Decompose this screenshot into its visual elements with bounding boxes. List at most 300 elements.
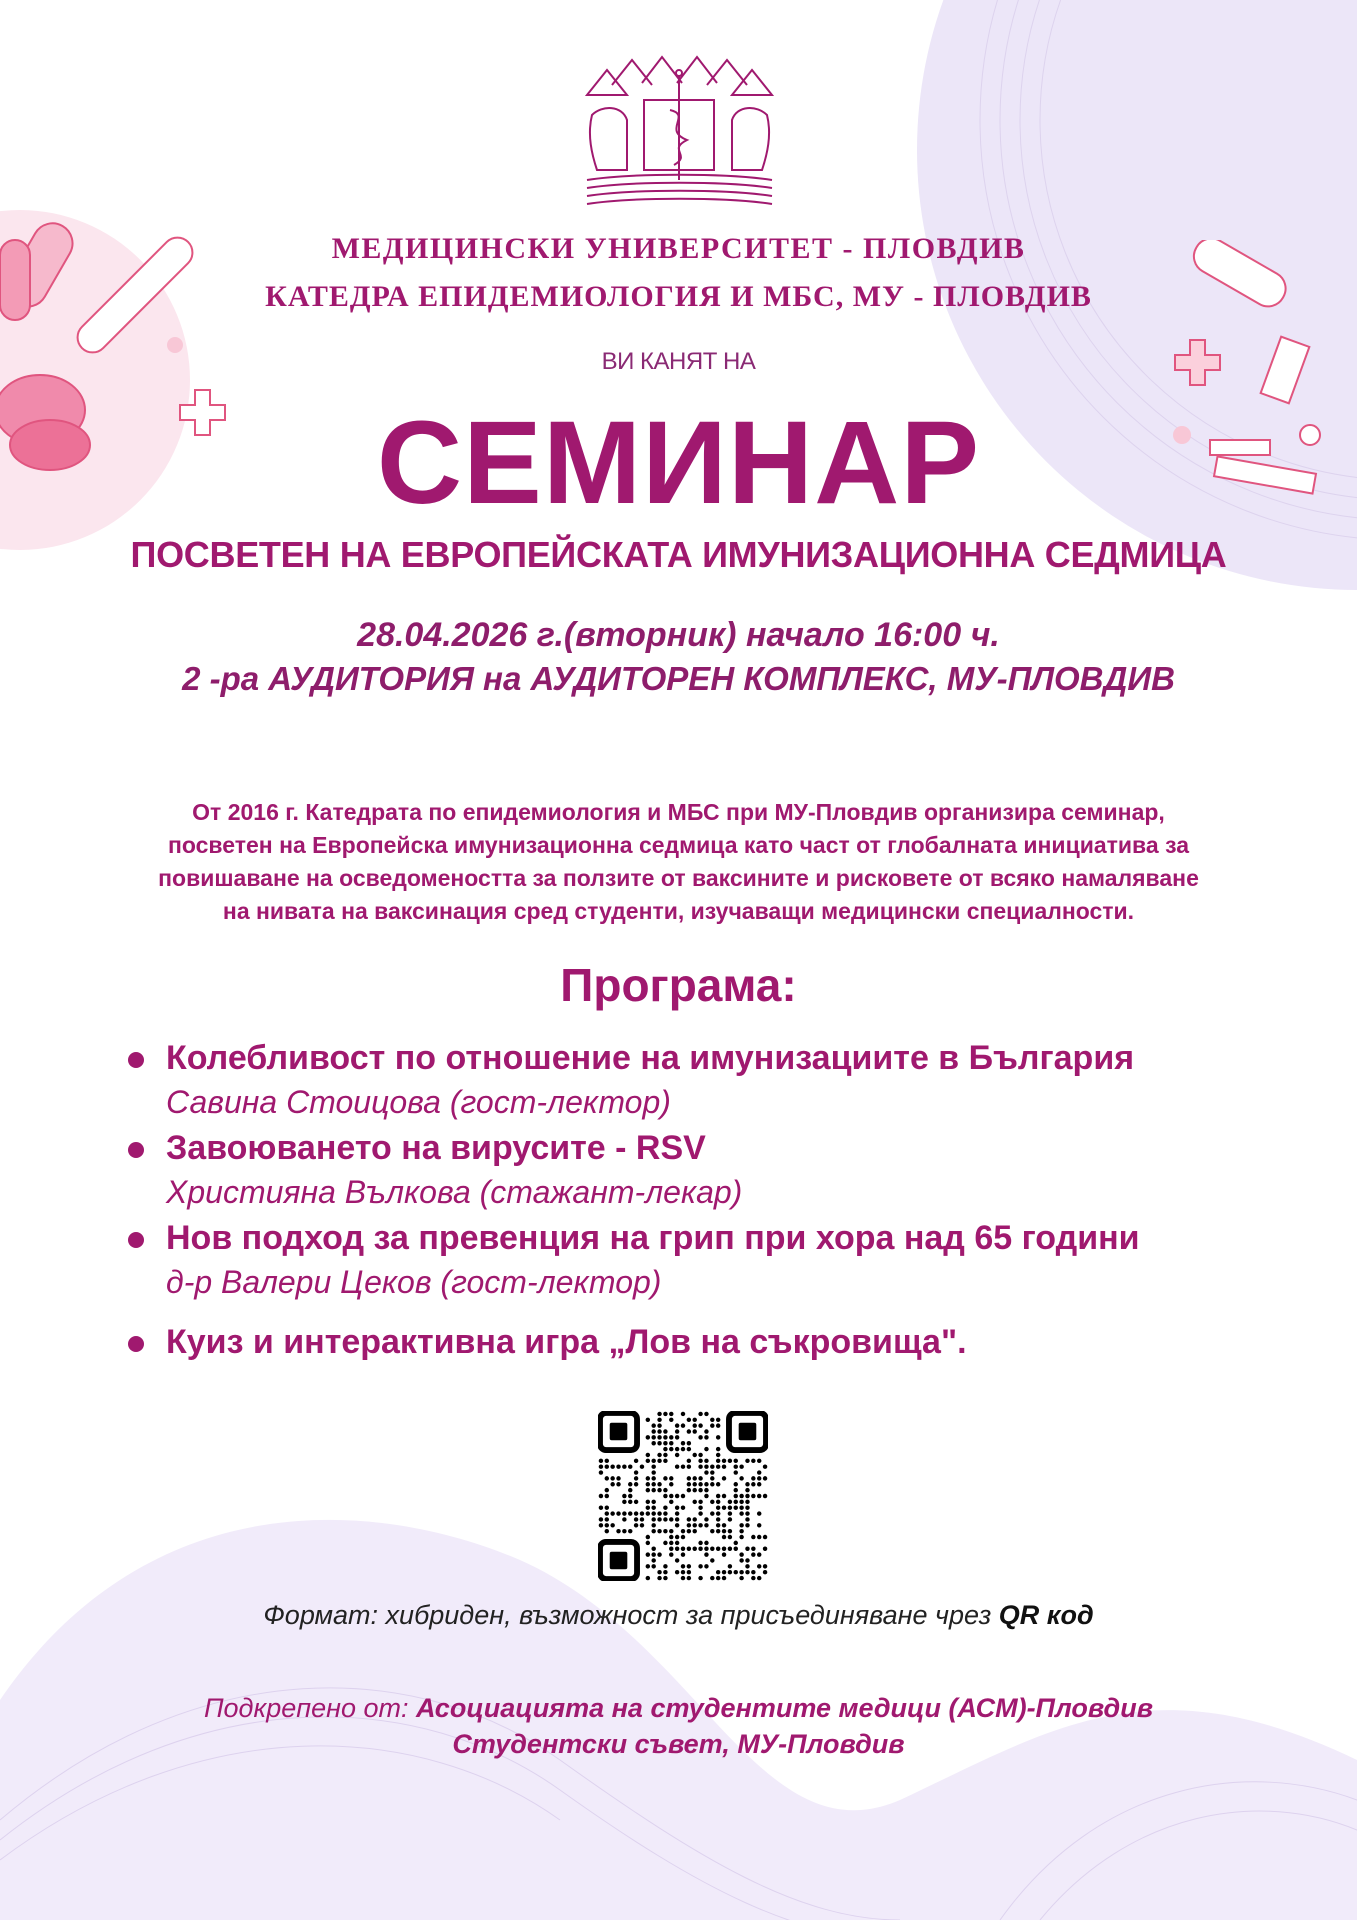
qr-finder-center: [739, 1423, 757, 1441]
qr-module: [663, 1476, 667, 1480]
qr-module: [716, 1453, 720, 1457]
qr-module: [640, 1517, 644, 1521]
qr-module: [646, 1418, 650, 1422]
qr-module: [716, 1459, 720, 1463]
program-item-speaker: д-р Валери Цеков (гост-лектор): [166, 1264, 662, 1300]
qr-module: [710, 1418, 714, 1422]
qr-module: [651, 1470, 655, 1474]
qr-module: [669, 1500, 673, 1504]
qr-module: [622, 1529, 626, 1533]
qr-module: [657, 1441, 661, 1445]
qr-module: [651, 1547, 655, 1551]
qr-module: [669, 1494, 673, 1498]
program-item: [128, 1320, 1140, 1364]
qr-module: [634, 1476, 638, 1480]
qr-module: [622, 1464, 626, 1468]
qr-module: [751, 1570, 755, 1574]
qr-module: [698, 1547, 702, 1551]
qr-module: [610, 1511, 614, 1515]
invite-text: ВИ КАНЯТ НА: [601, 348, 756, 375]
qr-module: [663, 1576, 667, 1580]
qr-module: [710, 1529, 714, 1533]
qr-module: [646, 1459, 650, 1463]
qr-module: [728, 1517, 732, 1521]
qr-module: [745, 1500, 749, 1504]
qr-module: [651, 1517, 655, 1521]
qr-module: [734, 1500, 738, 1504]
qr-module: [687, 1476, 691, 1480]
qr-module: [651, 1435, 655, 1439]
qr-module: [651, 1464, 655, 1468]
format-label: Формат: хибриден, възможност за присъединяване чрез: [263, 1600, 999, 1630]
qr-module: [657, 1459, 661, 1463]
qr-module: [739, 1558, 743, 1562]
description: [0, 796, 1357, 928]
qr-module: [651, 1529, 655, 1533]
qr-module: [763, 1570, 767, 1574]
qr-module: [669, 1547, 673, 1551]
qr-module: [698, 1505, 702, 1509]
qr-module: [669, 1441, 673, 1445]
bullet-icon: [128, 1052, 144, 1068]
qr-module: [681, 1564, 685, 1568]
qr-module: [710, 1500, 714, 1504]
qr-module: [757, 1564, 761, 1568]
qr-module: [605, 1529, 609, 1533]
program-item-title: Колебливост по отношение на имунизациите в България: [166, 1039, 1135, 1077]
qr-module: [681, 1576, 685, 1580]
qr-module: [651, 1511, 655, 1515]
qr-module: [675, 1541, 679, 1545]
qr-module: [757, 1576, 761, 1580]
qr-module: [628, 1494, 632, 1498]
qr-module: [734, 1488, 738, 1492]
qr-module: [704, 1517, 708, 1521]
qr-module: [745, 1488, 749, 1492]
qr-module: [745, 1547, 749, 1551]
qr-module: [675, 1435, 679, 1439]
qr-module: [651, 1488, 655, 1492]
qr-module: [687, 1517, 691, 1521]
qr-module: [605, 1505, 609, 1509]
qr-module: [687, 1441, 691, 1445]
qr-module: [681, 1505, 685, 1509]
qr-module: [687, 1464, 691, 1468]
qr-module: [722, 1505, 726, 1509]
qr-module: [751, 1552, 755, 1556]
qr-module: [663, 1511, 667, 1515]
qr-module: [704, 1541, 708, 1545]
qr-module: [669, 1447, 673, 1451]
qr-module: [722, 1547, 726, 1551]
qr-module: [728, 1500, 732, 1504]
qr-module: [640, 1511, 644, 1515]
support-org-asm: Асоциацията на студентите медици (АСМ)-Пловдив: [415, 1693, 1154, 1723]
qr-module: [605, 1523, 609, 1527]
qr-module: [616, 1529, 620, 1533]
qr-module: [751, 1494, 755, 1498]
qr-module: [675, 1523, 679, 1527]
qr-module: [739, 1476, 743, 1480]
qr-module: [739, 1523, 743, 1527]
qr-module: [739, 1511, 743, 1515]
qr-module: [710, 1476, 714, 1480]
qr-module: [728, 1459, 732, 1463]
qr-module: [757, 1535, 761, 1539]
qr-module: [716, 1423, 720, 1427]
qr-module: [663, 1517, 667, 1521]
description-line: повишаване на осведомеността за ползите от ваксините и рисковете от всяко намаляване: [158, 865, 1199, 891]
qr-module: [657, 1418, 661, 1422]
qr-module: [698, 1488, 702, 1492]
qr-module: [687, 1459, 691, 1463]
qr-module: [622, 1500, 626, 1504]
qr-module: [610, 1464, 614, 1468]
qr-module: [698, 1576, 702, 1580]
qr-module: [716, 1418, 720, 1422]
program-item-title: Нов подход за превенция на грип при хора над 65 години: [166, 1219, 1140, 1257]
qr-module: [716, 1505, 720, 1509]
qr-module: [657, 1511, 661, 1515]
qr-module: [739, 1552, 743, 1556]
qr-module: [663, 1541, 667, 1545]
qr-module: [716, 1547, 720, 1551]
qr-module: [646, 1541, 650, 1545]
program-heading: Програма:: [560, 959, 797, 1011]
qr-module: [739, 1500, 743, 1504]
qr-module: [757, 1482, 761, 1486]
qr-module: [692, 1418, 696, 1422]
qr-module: [763, 1476, 767, 1480]
qr-module: [657, 1453, 661, 1457]
qr-finder-center: [610, 1552, 628, 1570]
qr-module: [651, 1523, 655, 1527]
qr-module: [628, 1500, 632, 1504]
qr-module: [669, 1541, 673, 1545]
qr-module: [698, 1482, 702, 1486]
qr-module: [657, 1423, 661, 1427]
qr-module: [745, 1570, 749, 1574]
qr-module: [687, 1570, 691, 1574]
qr-module: [622, 1511, 626, 1515]
qr-module: [687, 1564, 691, 1568]
qr-module: [651, 1459, 655, 1463]
qr-module: [739, 1529, 743, 1533]
qr-module: [698, 1459, 702, 1463]
qr-module: [728, 1570, 732, 1574]
qr-module: [646, 1552, 650, 1556]
qr-module: [599, 1459, 603, 1463]
qr-module: [675, 1423, 679, 1427]
qr-module: [687, 1418, 691, 1422]
qr-module: [687, 1447, 691, 1451]
qr-module: [681, 1412, 685, 1416]
qr-module: [687, 1429, 691, 1433]
qr-module: [757, 1494, 761, 1498]
qr-module: [599, 1517, 603, 1521]
qr-module: [728, 1529, 732, 1533]
qr-module: [704, 1412, 708, 1416]
qr-module: [751, 1482, 755, 1486]
qr-module: [722, 1464, 726, 1468]
qr-module: [698, 1464, 702, 1468]
qr-module: [646, 1535, 650, 1539]
qr-module: [675, 1535, 679, 1539]
qr-module: [704, 1564, 708, 1568]
qr-module: [710, 1547, 714, 1551]
qr-module: [616, 1482, 620, 1486]
qr-code[interactable]: [598, 1411, 768, 1581]
qr-module: [716, 1435, 720, 1439]
qr-module: [605, 1494, 609, 1498]
qr-module: [716, 1529, 720, 1533]
qr-module: [751, 1459, 755, 1463]
qr-module: [687, 1547, 691, 1551]
qr-module: [728, 1564, 732, 1568]
qr-module: [716, 1494, 720, 1498]
qr-module: [657, 1517, 661, 1521]
qr-module: [657, 1570, 661, 1574]
qr-module: [698, 1564, 702, 1568]
qr-module: [663, 1441, 667, 1445]
qr-module: [646, 1482, 650, 1486]
qr-module: [599, 1523, 603, 1527]
qr-module: [605, 1476, 609, 1480]
qr-module: [716, 1447, 720, 1451]
qr-module: [722, 1523, 726, 1527]
qr-module: [681, 1494, 685, 1498]
qr-module: [704, 1494, 708, 1498]
qr-module: [745, 1494, 749, 1498]
qr-module: [634, 1511, 638, 1515]
qr-module: [692, 1423, 696, 1427]
qr-module: [663, 1429, 667, 1433]
qr-module: [745, 1564, 749, 1568]
qr-module: [640, 1523, 644, 1527]
qr-module: [716, 1464, 720, 1468]
qr-module: [628, 1488, 632, 1492]
bullet-icon: [128, 1336, 144, 1352]
qr-module: [687, 1523, 691, 1527]
qr-module: [704, 1547, 708, 1551]
qr-module: [757, 1552, 761, 1556]
qr-module: [646, 1453, 650, 1457]
qr-module: [734, 1470, 738, 1474]
qr-module: [757, 1511, 761, 1515]
qr-module: [651, 1476, 655, 1480]
qr-module: [728, 1547, 732, 1551]
qr-module: [692, 1523, 696, 1527]
qr-module: [605, 1464, 609, 1468]
qr-module: [698, 1500, 702, 1504]
qr-module: [675, 1447, 679, 1451]
qr-module: [669, 1476, 673, 1480]
qr-module: [692, 1529, 696, 1533]
qr-module: [734, 1505, 738, 1509]
program-item-title: Куиз и интерактивна игра „Лов на съкровища".: [166, 1323, 967, 1361]
description-line: От 2016 г. Катедрата по епидемиология и МБС при МУ-Пловдив организира семинар,: [192, 799, 1165, 825]
qr-module: [692, 1500, 696, 1504]
qr-module: [734, 1494, 738, 1498]
qr-module: [605, 1517, 609, 1521]
qr-module: [681, 1535, 685, 1539]
qr-module: [757, 1523, 761, 1527]
qr-module: [698, 1435, 702, 1439]
qr-module: [663, 1564, 667, 1568]
qr-module: [657, 1488, 661, 1492]
qr-module: [692, 1547, 696, 1551]
qr-module: [646, 1505, 650, 1509]
qr-module: [704, 1482, 708, 1486]
qr-module: [704, 1435, 708, 1439]
qr-module: [687, 1488, 691, 1492]
qr-module: [751, 1547, 755, 1551]
qr-module: [734, 1464, 738, 1468]
qr-module: [757, 1476, 761, 1480]
qr-module: [687, 1482, 691, 1486]
qr-module: [710, 1464, 714, 1468]
qr-module: [663, 1459, 667, 1463]
qr-module: [710, 1511, 714, 1515]
qr-module: [675, 1517, 679, 1521]
qr-module: [669, 1418, 673, 1422]
qr-module: [663, 1570, 667, 1574]
qr-module: [716, 1482, 720, 1486]
qr-module: [657, 1429, 661, 1433]
description-line: на нивата на ваксинация сред студенти, изучаващи медицински специалности.: [222, 898, 1135, 924]
qr-module: [599, 1505, 603, 1509]
qr-module: [698, 1453, 702, 1457]
event-place: 2 -ра АУДИТОРИЯ на АУДИТОРЕН КОМПЛЕКС, МУ-ПЛОВДИВ: [182, 660, 1175, 697]
qr-module: [739, 1494, 743, 1498]
format-text: [0, 1600, 1357, 1631]
qr-module: [687, 1529, 691, 1533]
description-line: посветен на Европейска имунизационна седмица като част от глобалната инициатива за: [168, 832, 1189, 858]
qr-module: [716, 1517, 720, 1521]
qr-module: [716, 1500, 720, 1504]
qr-module: [681, 1529, 685, 1533]
qr-module: [651, 1564, 655, 1568]
qr-module: [692, 1476, 696, 1480]
event-date: 28.04.2026 г.(вторник) начало 16:00 ч.: [357, 616, 1000, 654]
qr-module: [646, 1511, 650, 1515]
bullet-icon: [128, 1142, 144, 1158]
qr-module: [681, 1547, 685, 1551]
qr-module: [722, 1476, 726, 1480]
qr-module: [646, 1488, 650, 1492]
qr-module: [745, 1517, 749, 1521]
qr-module: [745, 1558, 749, 1562]
qr-module: [628, 1529, 632, 1533]
qr-module: [751, 1576, 755, 1580]
qr-module: [704, 1464, 708, 1468]
qr-module: [616, 1464, 620, 1468]
qr-module: [692, 1517, 696, 1521]
qr-module: [610, 1476, 614, 1480]
qr-module: [669, 1552, 673, 1556]
university-logo: [582, 55, 776, 207]
qr-module: [675, 1494, 679, 1498]
qr-module: [681, 1447, 685, 1451]
qr-module: [722, 1576, 726, 1580]
qr-module: [681, 1464, 685, 1468]
qr-module: [763, 1535, 767, 1539]
qr-module: [634, 1459, 638, 1463]
program-item: [128, 1126, 1140, 1214]
qr-module: [669, 1435, 673, 1439]
qr-module: [739, 1535, 743, 1539]
qr-module: [692, 1482, 696, 1486]
support-org-council: Студентски съвет, МУ-Пловдив: [452, 1729, 905, 1759]
qr-module: [692, 1429, 696, 1433]
qr-module: [722, 1535, 726, 1539]
qr-module: [605, 1511, 609, 1515]
qr-module: [646, 1576, 650, 1580]
qr-module: [722, 1570, 726, 1574]
qr-module: [704, 1470, 708, 1474]
qr-module: [734, 1541, 738, 1545]
qr-module: [634, 1482, 638, 1486]
qr-module: [610, 1523, 614, 1527]
qr-module: [657, 1576, 661, 1580]
qr-module: [651, 1558, 655, 1562]
qr-module: [739, 1570, 743, 1574]
qr-module: [651, 1441, 655, 1445]
qr-module: [616, 1476, 620, 1480]
qr-module: [634, 1517, 638, 1521]
qr-module: [716, 1511, 720, 1515]
qr-module: [745, 1459, 749, 1463]
qr-module: [646, 1500, 650, 1504]
qr-module: [710, 1482, 714, 1486]
qr-module: [751, 1535, 755, 1539]
qr-module: [763, 1464, 767, 1468]
program-item-title: Завоюването на вирусите - RSV: [166, 1129, 706, 1167]
qr-module: [646, 1564, 650, 1568]
qr-module: [722, 1459, 726, 1463]
qr-module: [763, 1564, 767, 1568]
qr-module: [722, 1552, 726, 1556]
qr-module: [657, 1412, 661, 1416]
qr-module: [669, 1535, 673, 1539]
qr-module: [675, 1511, 679, 1515]
qr-module: [757, 1459, 761, 1463]
qr-module: [605, 1488, 609, 1492]
qr-module: [716, 1523, 720, 1527]
qr-module: [722, 1529, 726, 1533]
format-qr-label: QR код: [998, 1600, 1094, 1630]
qr-module: [681, 1570, 685, 1574]
qr-module: [692, 1488, 696, 1492]
qr-module: [622, 1517, 626, 1521]
qr-module: [751, 1476, 755, 1480]
qr-module: [669, 1529, 673, 1533]
qr-module: [704, 1447, 708, 1451]
qr-module: [646, 1435, 650, 1439]
event-subtitle: ПОСВЕТЕН НА ЕВРОПЕЙСКАТА ИМУНИЗАЦИОННА СЕДМИЦА: [130, 534, 1227, 575]
qr-module: [728, 1505, 732, 1509]
qr-module: [651, 1482, 655, 1486]
qr-module: [675, 1505, 679, 1509]
qr-module: [651, 1505, 655, 1509]
qr-module: [757, 1470, 761, 1474]
qr-module: [663, 1435, 667, 1439]
qr-module: [681, 1552, 685, 1556]
qr-module: [734, 1482, 738, 1486]
qr-module: [681, 1423, 685, 1427]
qr-module: [698, 1412, 702, 1416]
qr-module: [710, 1558, 714, 1562]
